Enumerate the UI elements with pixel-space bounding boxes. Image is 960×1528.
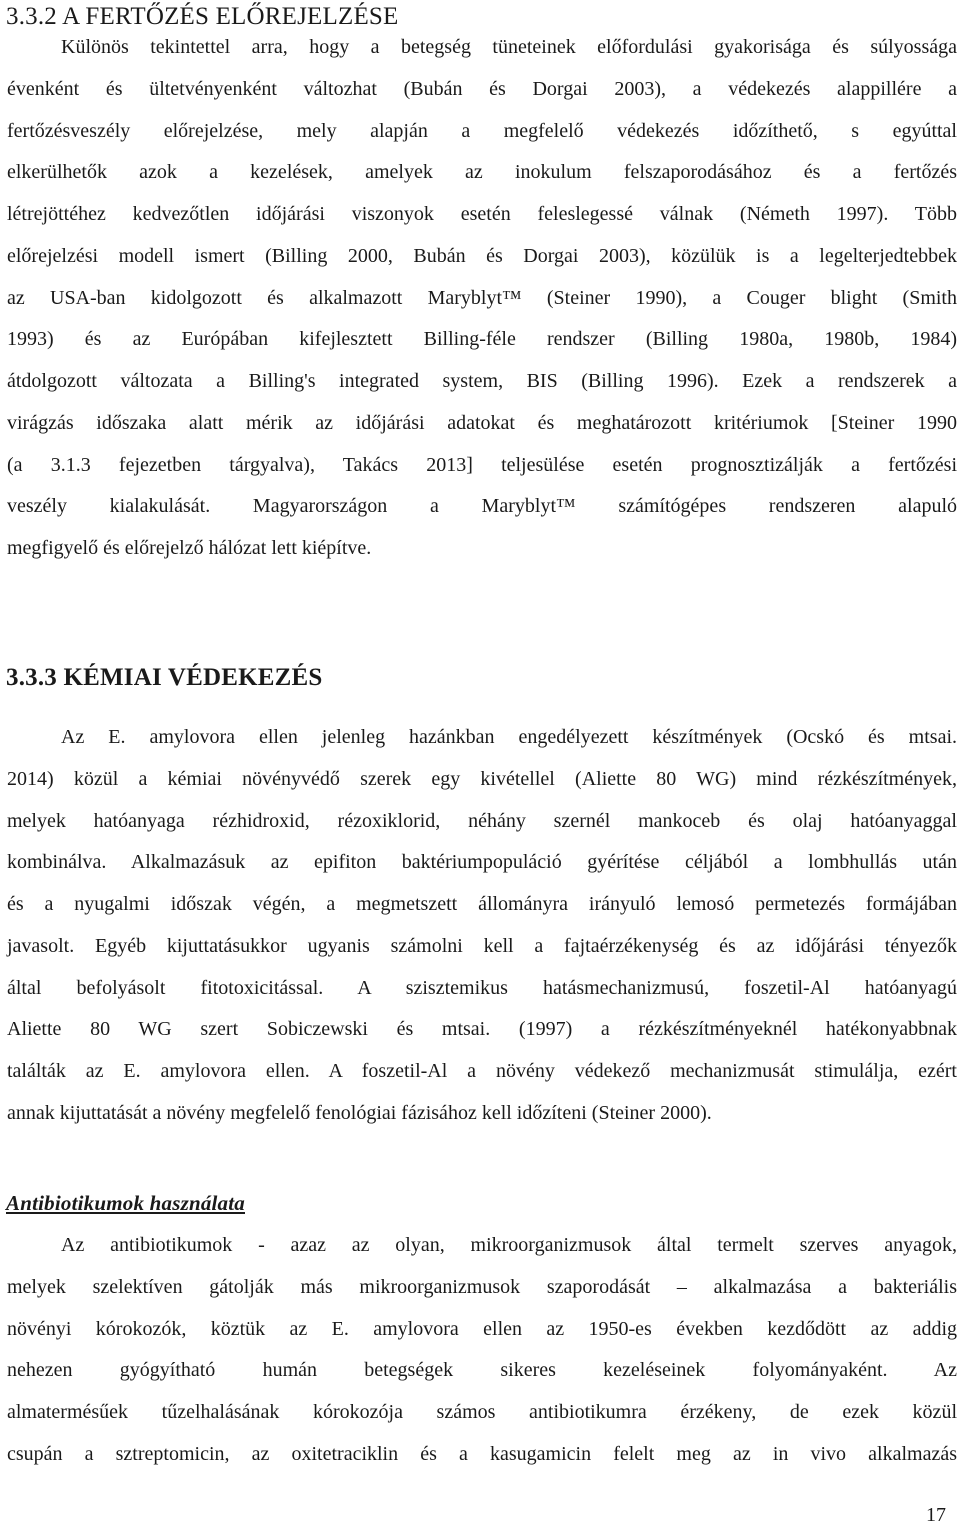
text-line: kombinálva. Alkalmazásuk az epifiton baktériumpopuláció gyérítése céljából a lombhullás után [7, 851, 957, 874]
text-line: fertőzésveszély előrejelzése, mely alapján a megfelelő védekezés időzíthető, s egyúttal [7, 119, 957, 142]
page-number: 17 [926, 1504, 946, 1526]
paragraph-forecast [7, 27, 957, 570]
text-line: átdolgozott változata a Billing's integrated system, BIS (Billing 1996). Ezek a rendszerek a [7, 370, 957, 392]
text-line: Aliette 80 WG szert Sobiczewski és mtsai. (1997) a rézkészítményeknél hatékonyabbnak [7, 1018, 957, 1041]
section-heading-chemical: 3.3.3 KÉMIAI VÉDEKEZÉS [6, 664, 323, 691]
text-line: melyek szelektíven gátolják más mikroorganizmusok szaporodását – alkalmazása a bakteriális [7, 1275, 957, 1298]
text-line: növényi kórokozók, köztük az E. amylovora ellen az 1950-es években kezdődött az addig [7, 1317, 957, 1340]
text-line: által befolyásolt fitotoxicitással. A szisztemikus hatásmechanizmusú, foszetil-Al hatóanyagú [7, 976, 957, 999]
paragraph-antibiotics [7, 1225, 957, 1476]
text-line: megfigyelő és előrejelző hálózat lett kiépítve. [7, 537, 372, 559]
section-heading-forecast: 3.3.2 A FERTŐZÉS ELŐREJELZÉSE [6, 3, 399, 30]
text-line: veszély kialakulását. Magyarországon a Maryblyt™ számítógépes rendszeren alapuló [7, 495, 957, 518]
text-line: létrejöttéhez kedvezőtlen időjárási viszonyok esetén feleslegessé válnak (Németh 1997). Több [7, 203, 957, 225]
text-line: (a 3.1.3 fejezetben tárgyalva), Takács 2013] teljesülése esetén prognosztizálják a fertőzési [7, 453, 957, 476]
text-line: annak kijuttatását a növény megfelelő fenológiai fázisához kell időzíteni (Steiner 2000). [7, 1101, 712, 1124]
section-heading-antibiotics: Antibiotikumok használata [6, 1191, 245, 1215]
text-line: csupán a sztreptomicin, az oxitetraciklin és a kasugamicin felelt meg az in vivo alkalmazás [7, 1442, 957, 1465]
text-line: almatermésűek tűzelhalásának kórokozója számos antibiotikumra érzékeny, de ezek közül [7, 1401, 957, 1423]
text-line: melyek hatóanyaga rézhidroxid, rézoxiklorid, néhány szernél mankoceb és olaj hatóanyaggal [7, 809, 957, 832]
text-line: az USA-ban kidolgozott és alkalmazott Maryblyt™ (Steiner 1990), a Couger blight (Smith [7, 286, 957, 309]
paragraph-chemical [7, 717, 957, 1135]
text-line: Különös tekintettel arra, hogy a betegség tüneteinek előfordulási gyakorisága és súlyossága [61, 36, 957, 58]
text-line: Az antibiotikumok - azaz az olyan, mikroorganizmusok által termelt szerves anyagok, [61, 1234, 957, 1256]
text-line: 1993) és az Európában kifejlesztett Billing-féle rendszer (Billing 1980a, 1980b, 1984) [7, 328, 957, 351]
text-line: találták az E. amylovora ellen. A foszetil-Al a növény védekező mechanizmusát stimulálja, ezért [7, 1060, 957, 1082]
text-line: elkerülhetők azok a kezelések, amelyek az inokulum felszaporodásához és a fertőzés [7, 161, 957, 184]
text-line: előrejelzési modell ismert (Billing 2000, Bubán és Dorgai 2003), közülük is a legelterjedtebbek [7, 244, 957, 267]
text-line: nehezen gyógyítható humán betegségek sikeres kezeléseinek folyományaként. Az [7, 1359, 957, 1382]
text-line: évenként és ültetvényenként változhat (Bubán és Dorgai 2003), a védekezés alappillére a [7, 77, 957, 100]
text-line: 2014) közül a kémiai növényvédő szerek egy kivétellel (Aliette 80 WG) mind rézkészítmények, [7, 767, 957, 790]
text-line: javasolt. Egyéb kijuttatásukkor ugyanis számolni kell a fajtaérzékenység és az időjárási tényezők [7, 934, 957, 957]
text-line: Az E. amylovora ellen jelenleg hazánkban engedélyezett készítmények (Ocskó és mtsai. [61, 726, 957, 748]
text-line: és a nyugalmi időszak végén, a megmetszett állományra irányuló lemosó permetezés formájában [7, 893, 957, 915]
text-line: virágzás időszaka alatt mérik az időjárási adatokat és meghatározott kritériumok [Steiner 1990 [7, 411, 957, 434]
